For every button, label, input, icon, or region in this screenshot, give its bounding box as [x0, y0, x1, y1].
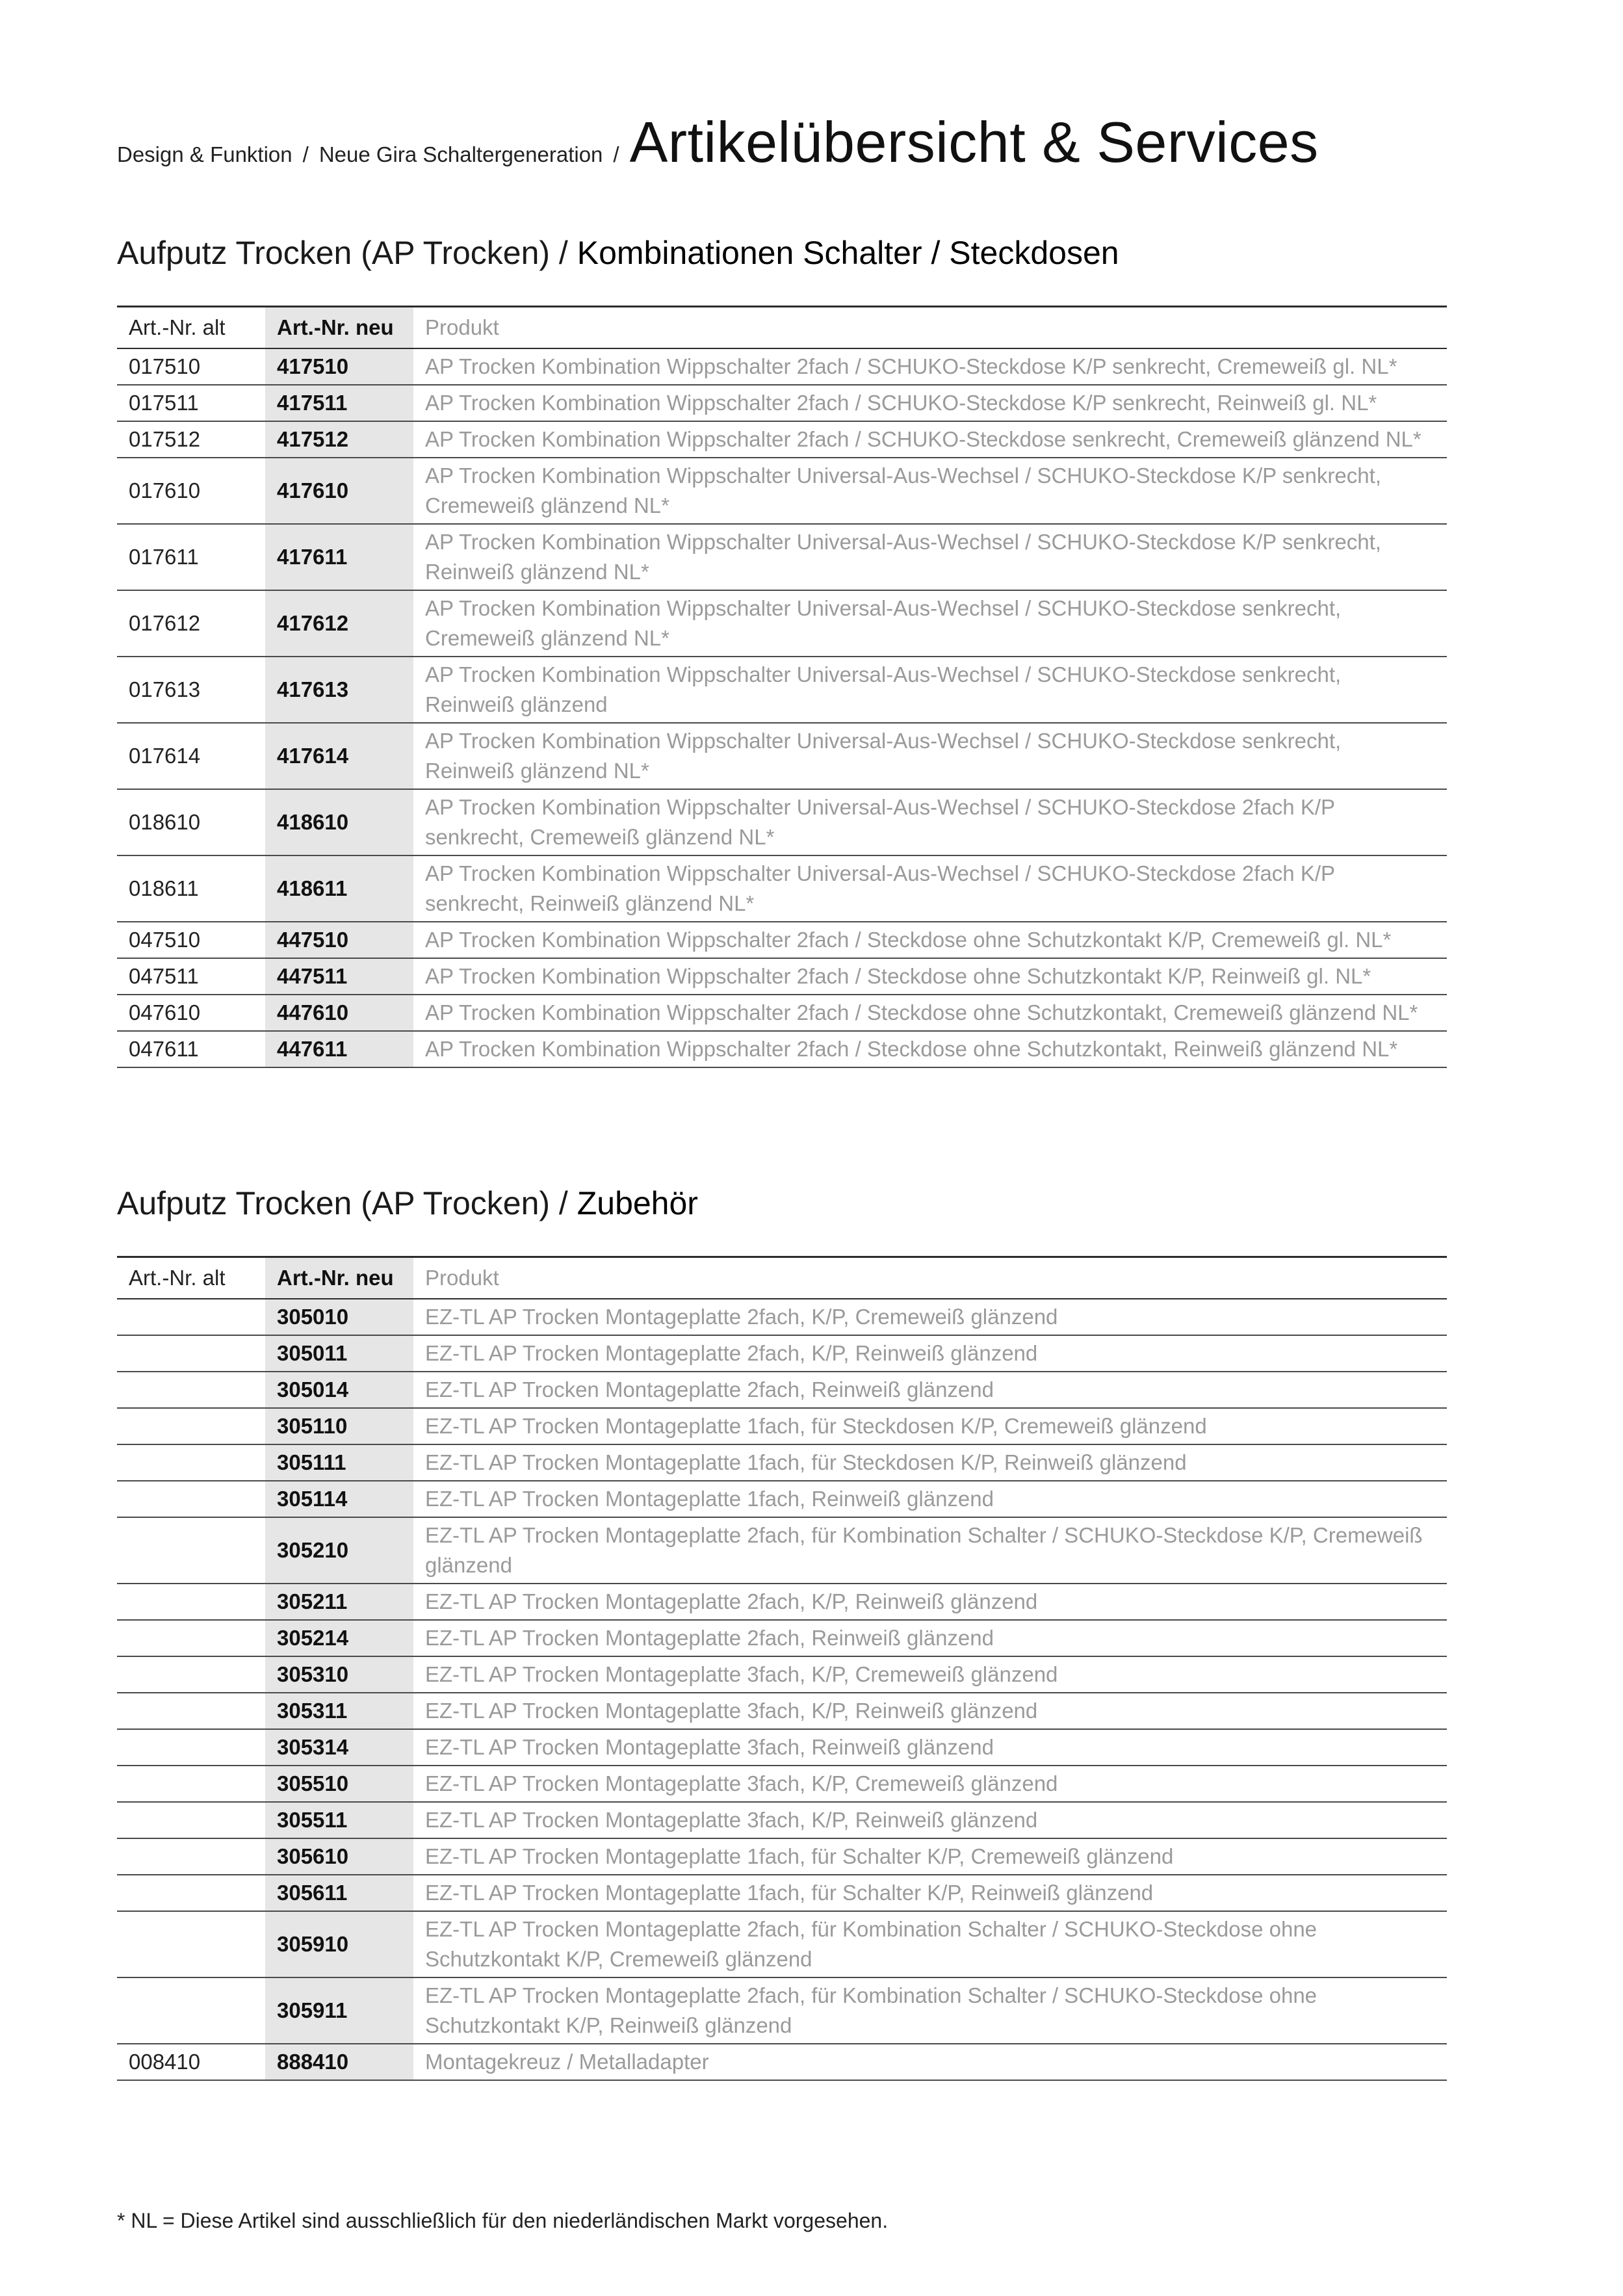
article-number-old: 017610: [117, 458, 265, 524]
page-title: Artikelübersicht & Services: [629, 110, 1319, 174]
article-number-old: [117, 1444, 265, 1481]
table-row: [117, 1335, 1447, 1372]
product-description: AP Trocken Kombination Wippschalter Universal-Aus-Wechsel / SCHUKO-Steckdose 2fach K/P senkrecht, Reinweiß glänzend NL*: [413, 855, 1447, 922]
column-header-old: Art.-Nr. alt: [129, 315, 226, 339]
table-row: [117, 2044, 1447, 2080]
article-number-new: 305111: [265, 1444, 413, 1481]
article-number-new: 305010: [265, 1299, 413, 1335]
product-description: EZ-TL AP Trocken Montageplatte 2fach, K/P, Cremeweiß glänzend: [413, 1299, 1447, 1335]
breadcrumb-separator: /: [613, 142, 619, 166]
article-table: [117, 306, 1447, 1068]
table-row: [117, 590, 1447, 657]
article-number-old: [117, 1372, 265, 1408]
table-row: [117, 995, 1447, 1031]
product-description: AP Trocken Kombination Wippschalter Universal-Aus-Wechsel / SCHUKO-Steckdose 2fach K/P senkrecht, Cremeweiß glänzend NL*: [413, 789, 1447, 855]
section-title-main: Zubehör: [577, 1185, 698, 1221]
table-row: [117, 348, 1447, 385]
article-number-old: 008410: [117, 2044, 265, 2080]
article-number-new: 305510: [265, 1766, 413, 1802]
article-number-new: 305511: [265, 1802, 413, 1838]
article-number-old: [117, 1911, 265, 1977]
table-row: [117, 922, 1447, 958]
article-number-new: 417613: [265, 657, 413, 723]
article-number-new: 305210: [265, 1517, 413, 1584]
table-row: [117, 1031, 1447, 1067]
table-row: [117, 789, 1447, 855]
product-description: AP Trocken Kombination Wippschalter 2fach / Steckdose ohne Schutzkontakt, Reinweiß glänzend NL*: [413, 1031, 1447, 1067]
article-number-old: 018610: [117, 789, 265, 855]
article-number-old: [117, 1584, 265, 1620]
table-row: [117, 1481, 1447, 1517]
article-number-old: [117, 1729, 265, 1766]
article-table: [117, 1256, 1447, 2081]
article-number-new: 417511: [265, 385, 413, 421]
column-header-old: Art.-Nr. alt: [129, 1265, 226, 1290]
article-number-old: 017614: [117, 723, 265, 789]
product-description: AP Trocken Kombination Wippschalter 2fach / SCHUKO-Steckdose K/P senkrecht, Reinweiß gl. NL*: [413, 385, 1447, 421]
article-number-old: [117, 1693, 265, 1729]
product-description: EZ-TL AP Trocken Montageplatte 1fach, für Schalter K/P, Reinweiß glänzend: [413, 1875, 1447, 1911]
article-number-new: 305011: [265, 1335, 413, 1372]
product-description: EZ-TL AP Trocken Montageplatte 3fach, Reinweiß glänzend: [413, 1729, 1447, 1766]
table-row: [117, 1620, 1447, 1656]
article-number-old: [117, 1481, 265, 1517]
product-description: AP Trocken Kombination Wippschalter Universal-Aus-Wechsel / SCHUKO-Steckdose senkrecht, Cremeweiß glänzend NL*: [413, 590, 1447, 657]
article-number-old: [117, 1766, 265, 1802]
table-row: [117, 1656, 1447, 1693]
article-number-old: 017510: [117, 348, 265, 385]
product-description: EZ-TL AP Trocken Montageplatte 2fach, für Kombination Schalter / SCHUKO-Steckdose ohne Schutzkontakt K/P, Cremeweiß glänzend: [413, 1911, 1447, 1977]
product-description: AP Trocken Kombination Wippschalter 2fach / SCHUKO-Steckdose senkrecht, Cremeweiß glänzend NL*: [413, 421, 1447, 458]
table-row: [117, 958, 1447, 995]
table-row: [117, 1977, 1447, 2044]
column-header-new: Art.-Nr. neu: [265, 307, 413, 348]
column-header-new: Art.-Nr. neu: [265, 1257, 413, 1299]
product-description: EZ-TL AP Trocken Montageplatte 1fach, für Steckdosen K/P, Cremeweiß glänzend: [413, 1408, 1447, 1444]
article-number-old: 047511: [117, 958, 265, 995]
product-description: AP Trocken Kombination Wippschalter Universal-Aus-Wechsel / SCHUKO-Steckdose senkrecht, Reinweiß glänzend NL*: [413, 723, 1447, 789]
product-description: EZ-TL AP Trocken Montageplatte 3fach, K/P, Reinweiß glänzend: [413, 1802, 1447, 1838]
table-row: [117, 855, 1447, 922]
table-row: [117, 1838, 1447, 1875]
article-number-new: 305610: [265, 1838, 413, 1875]
article-number-old: [117, 1620, 265, 1656]
table-row: [117, 1517, 1447, 1584]
footnote: * NL = Diese Artikel sind ausschließlich für den niederländischen Markt vorgesehen.: [117, 2209, 889, 2232]
article-number-old: 047610: [117, 995, 265, 1031]
table-row: [117, 385, 1447, 421]
article-number-new: 305314: [265, 1729, 413, 1766]
table-row: [117, 1693, 1447, 1729]
article-number-new: 888410: [265, 2044, 413, 2080]
section-title-main: Kombinationen Schalter / Steckdosen: [577, 235, 1119, 271]
product-description: EZ-TL AP Trocken Montageplatte 3fach, K/P, Cremeweiß glänzend: [413, 1766, 1447, 1802]
page-header: [117, 109, 1319, 176]
product-description: EZ-TL AP Trocken Montageplatte 2fach, Reinweiß glänzend: [413, 1620, 1447, 1656]
product-description: EZ-TL AP Trocken Montageplatte 1fach, für Steckdosen K/P, Reinweiß glänzend: [413, 1444, 1447, 1481]
product-description: EZ-TL AP Trocken Montageplatte 2fach, für Kombination Schalter / SCHUKO-Steckdose K/P, Cremeweiß glänzend: [413, 1517, 1447, 1584]
product-description: AP Trocken Kombination Wippschalter 2fach / Steckdose ohne Schutzkontakt K/P, Cremeweiß gl. NL*: [413, 922, 1447, 958]
product-description: EZ-TL AP Trocken Montageplatte 2fach, K/P, Reinweiß glänzend: [413, 1584, 1447, 1620]
article-number-new: 417510: [265, 348, 413, 385]
article-number-new: 305114: [265, 1481, 413, 1517]
breadcrumb-item[interactable]: Neue Gira Schaltergeneration: [318, 142, 603, 166]
article-number-old: [117, 1875, 265, 1911]
product-description: AP Trocken Kombination Wippschalter 2fach / Steckdose ohne Schutzkontakt K/P, Reinweiß gl. NL*: [413, 958, 1447, 995]
article-number-old: [117, 1802, 265, 1838]
article-number-new: 447510: [265, 922, 413, 958]
article-number-old: [117, 1408, 265, 1444]
table-row: [117, 1802, 1447, 1838]
product-description: EZ-TL AP Trocken Montageplatte 1fach, für Schalter K/P, Cremeweiß glänzend: [413, 1838, 1447, 1875]
table-row: [117, 421, 1447, 458]
table-row: [117, 1372, 1447, 1408]
table-row: [117, 1408, 1447, 1444]
article-number-old: 018611: [117, 855, 265, 922]
product-description: Montagekreuz / Metalladapter: [413, 2044, 1447, 2080]
article-number-old: [117, 1517, 265, 1584]
article-number-new: 417611: [265, 524, 413, 590]
section-title-prefix: Aufputz Trocken (AP Trocken) /: [117, 235, 577, 271]
article-number-new: 447611: [265, 1031, 413, 1067]
table-row: [117, 1911, 1447, 1977]
section-title-prefix: Aufputz Trocken (AP Trocken) /: [117, 1185, 577, 1221]
article-number-old: 017612: [117, 590, 265, 657]
column-header-product: Produkt: [425, 315, 499, 339]
article-number-new: 305311: [265, 1693, 413, 1729]
article-number-new: 418610: [265, 789, 413, 855]
article-number-new: 417512: [265, 421, 413, 458]
table-row: [117, 723, 1447, 789]
article-number-new: 305911: [265, 1977, 413, 2044]
table-header-row: [117, 1257, 1447, 1299]
article-number-new: 305110: [265, 1408, 413, 1444]
table-row: [117, 1584, 1447, 1620]
article-number-old: 017512: [117, 421, 265, 458]
product-description: AP Trocken Kombination Wippschalter Universal-Aus-Wechsel / SCHUKO-Steckdose K/P senkrecht, Cremeweiß glänzend NL*: [413, 458, 1447, 524]
table-row: [117, 1444, 1447, 1481]
breadcrumb-item[interactable]: Design & Funktion: [117, 142, 292, 166]
section-title: [117, 234, 1119, 272]
article-number-old: [117, 1335, 265, 1372]
table-header-row: [117, 307, 1447, 348]
table-row: [117, 524, 1447, 590]
article-number-old: 017611: [117, 524, 265, 590]
column-header-product: Produkt: [425, 1265, 499, 1290]
product-description: AP Trocken Kombination Wippschalter Universal-Aus-Wechsel / SCHUKO-Steckdose senkrecht, Reinweiß glänzend: [413, 657, 1447, 723]
article-number-old: 047611: [117, 1031, 265, 1067]
product-description: EZ-TL AP Trocken Montageplatte 2fach, K/P, Reinweiß glänzend: [413, 1335, 1447, 1372]
product-description: EZ-TL AP Trocken Montageplatte 1fach, Reinweiß glänzend: [413, 1481, 1447, 1517]
article-number-new: 305014: [265, 1372, 413, 1408]
article-number-old: [117, 1977, 265, 2044]
product-description: AP Trocken Kombination Wippschalter 2fach / SCHUKO-Steckdose K/P senkrecht, Cremeweiß gl. NL*: [413, 348, 1447, 385]
article-number-old: [117, 1299, 265, 1335]
article-number-new: 305910: [265, 1911, 413, 1977]
product-description: AP Trocken Kombination Wippschalter 2fach / Steckdose ohne Schutzkontakt, Cremeweiß glänzend NL*: [413, 995, 1447, 1031]
product-description: AP Trocken Kombination Wippschalter Universal-Aus-Wechsel / SCHUKO-Steckdose K/P senkrecht, Reinweiß glänzend NL*: [413, 524, 1447, 590]
article-number-old: [117, 1656, 265, 1693]
article-number-new: 447610: [265, 995, 413, 1031]
article-number-new: 417614: [265, 723, 413, 789]
table-row: [117, 657, 1447, 723]
table-row: [117, 458, 1447, 524]
article-number-new: 305611: [265, 1875, 413, 1911]
breadcrumb-separator: /: [302, 142, 309, 166]
article-number-old: 017511: [117, 385, 265, 421]
article-number-old: 047510: [117, 922, 265, 958]
article-number-new: 305211: [265, 1584, 413, 1620]
product-description: EZ-TL AP Trocken Montageplatte 3fach, K/P, Cremeweiß glänzend: [413, 1656, 1447, 1693]
article-number-new: 305214: [265, 1620, 413, 1656]
article-number-new: 305310: [265, 1656, 413, 1693]
table-row: [117, 1875, 1447, 1911]
article-number-old: 017613: [117, 657, 265, 723]
table-row: [117, 1729, 1447, 1766]
section-title: [117, 1184, 698, 1222]
product-description: EZ-TL AP Trocken Montageplatte 3fach, K/P, Reinweiß glänzend: [413, 1693, 1447, 1729]
article-number-old: [117, 1838, 265, 1875]
article-number-new: 447511: [265, 958, 413, 995]
table-row: [117, 1299, 1447, 1335]
article-number-new: 417612: [265, 590, 413, 657]
article-number-new: 417610: [265, 458, 413, 524]
product-description: EZ-TL AP Trocken Montageplatte 2fach, für Kombination Schalter / SCHUKO-Steckdose ohne Schutzkontakt K/P, Reinweiß glänzend: [413, 1977, 1447, 2044]
article-number-new: 418611: [265, 855, 413, 922]
product-description: EZ-TL AP Trocken Montageplatte 2fach, Reinweiß glänzend: [413, 1372, 1447, 1408]
table-row: [117, 1766, 1447, 1802]
